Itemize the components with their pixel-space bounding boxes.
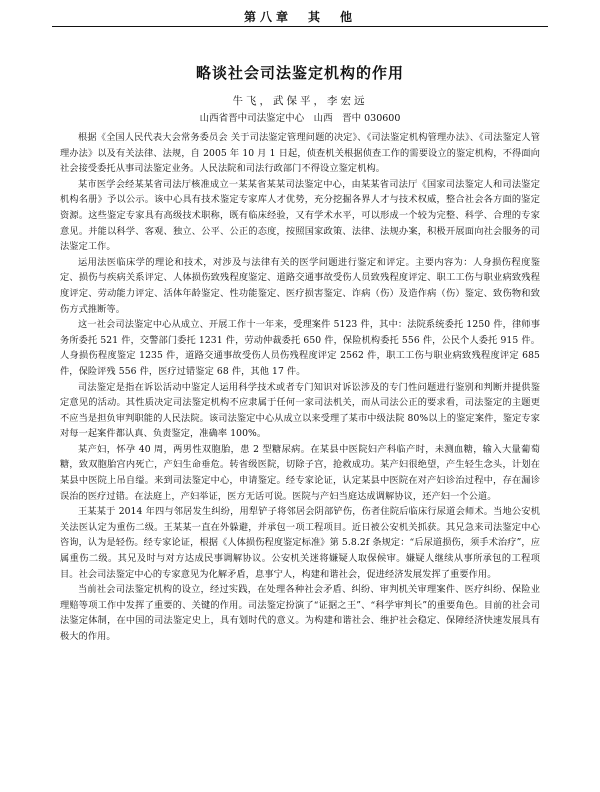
body-paragraph: 运用法医临床学的理论和技术，对涉及与法律有关的医学问题进行鉴定和评定。主要内容为：人身损伤程度鉴定、损伤与疾病关系评定、人体损伤致残程度鉴定、道路交通事故受伤人员致残程度评定、职工工伤与职业病致残程度评定、劳动能力评定、活体年龄鉴定、性功能鉴定、医疗损害鉴定、诈病（伤）及造作病（伤）鉴定、致伤物和致伤方式推断等。 [60,256,540,315]
body-paragraph: 王某某于 2014 年四与邻居发生纠纷，用犁铲子将邻居会阴部铲伤，伤者住院后临床行尿道会师术。当地公安机关法医认定为重伤二级。王某某一直在外躲避，并承包一项工程项目。近日被公安机关抓获。其兄急来司法鉴定中心咨询，认为是轻伤。经专家论证，根据《人体损伤程度鉴定标准》第 5.8.2f 条规定：“后尿道损伤，须手术治疗”，应属重伤二级。其兄及时与对方达成民事调解协议。公安机关迷将嫌疑人取保候审。嫌疑人继续从事所承包的工程项目。社会司法鉴定中心的专家意见为化解矛盾，息事宁人，构建和谐社会，促进经济发展发挥了重要作用。 [60,506,540,580]
body-paragraph: 某产妇，怀孕 40 周，两男性双胞胎，患 2 型糖尿病。在某县中医院妇产科临产时，未测血糖，输入大量葡萄糖，致双胞胎宫内死亡，产妇生命垂危。转省级医院，切除子宫，抢救成功。某产妇很绝望，产生轻生念头，计划在某县中医院上吊自缢。来到司法鉴定中心，申请鉴定。经专家论证，认定某县中医院在对产妇诊治过程中，存在漏诊误治的医疗过错。在法庭上，产妇举证，医方无话可说。医院与产妇当庭达成调解协议，还产妇一个公道。 [60,443,540,502]
running-header: 第八章 其 他 [243,10,356,24]
header-rule [52,26,548,27]
body-paragraph: 根据《全国人民代表大会常务委员会 关于司法鉴定管理问题的决定》、《司法鉴定机构管理办法》、《司法鉴定人管理办法》以及有关法律、法规，自 2005 年 10 月 1 日起，侦查机关根据侦查工作的需要设立的鉴定机构，不得面向社会接受委托从事司法鉴定业务。人民法院和司法行政部门不得设立鉴定机构。 [60,132,540,175]
article [60,62,540,645]
article-title: 略谈社会司法鉴定机构的作用 [195,64,404,82]
article-authors: 牛飞，武保平，李宏远 [232,95,368,107]
body-paragraph: 当前社会司法鉴定机构的设立，经过实践，在处理各种社会矛盾、纠纷、审判机关审理案件、医疗纠纷、保险业理赔等项工作中发挥了重要的、关键的作用。司法鉴定扮演了“证据之王”、“科学审判长”的重要角色。目前的社会司法鉴定体制，在中国的司法鉴定史上，具有划时代的意义。为构建和谐社会、维护社会稳定、保障经济快速发展具有极大的作用。 [60,584,540,642]
body-paragraph: 司法鉴定是指在诉讼活动中鉴定人运用科学技术或者专门知识对诉讼涉及的专门性问题进行鉴别和判断并提供鉴定意见的活动。其性质决定司法鉴定机构不应隶属于任何一家司法机关，而从司法公正的要求看，司法鉴定的主题更不应当是担负审判职能的人民法院。该司法鉴定中心从成立以来受理了某市中级法院 80%以上的鉴定案件，鉴定专家对每一起案件都认真、负责鉴定，准确率 100%。 [60,381,540,440]
body-paragraph: 某市医学会经某某省司法厅核准成立一某某省某某司法鉴定中心，由某某省司法厅《国家司法鉴定人和司法鉴定机构名册》予以公示。该中心具有技术鉴定专家库人才优势，充分挖掘各界人才与技术权威，整合社会各方面的鉴定资源。这些鉴定专家具有高级技术职称，既有临床经验，又有学术水平，可以形成一个较为完整、科学、合理的专家意见。并能以科学、客观、独立、公平、公正的态度，按照国家政策、法律、法规办案，积极开展面向社会服务的司法鉴定工作。 [60,178,540,253]
body-paragraph: 这一社会司法鉴定中心从成立、开展工作十一年来，受理案件 5123 件，其中：法院系统委托 1250 件，律师事务所委托 521 件，交警部门委托 1231 件，劳动仲裁委托 650 件，保险机构委托 556 件，公民个人委托 915 件。人身损伤程度鉴定 1235 件，道路交通事故受伤人员伤残程度评定 2562 件，职工工伤与职业病致残程度评定 685 件，保险评残 556 件，医疗过错鉴定 68 件，其他 17 件。 [60,319,540,377]
article-affiliation: 山西省晋中司法鉴定中心 山西 晋中 030600 [199,113,401,124]
